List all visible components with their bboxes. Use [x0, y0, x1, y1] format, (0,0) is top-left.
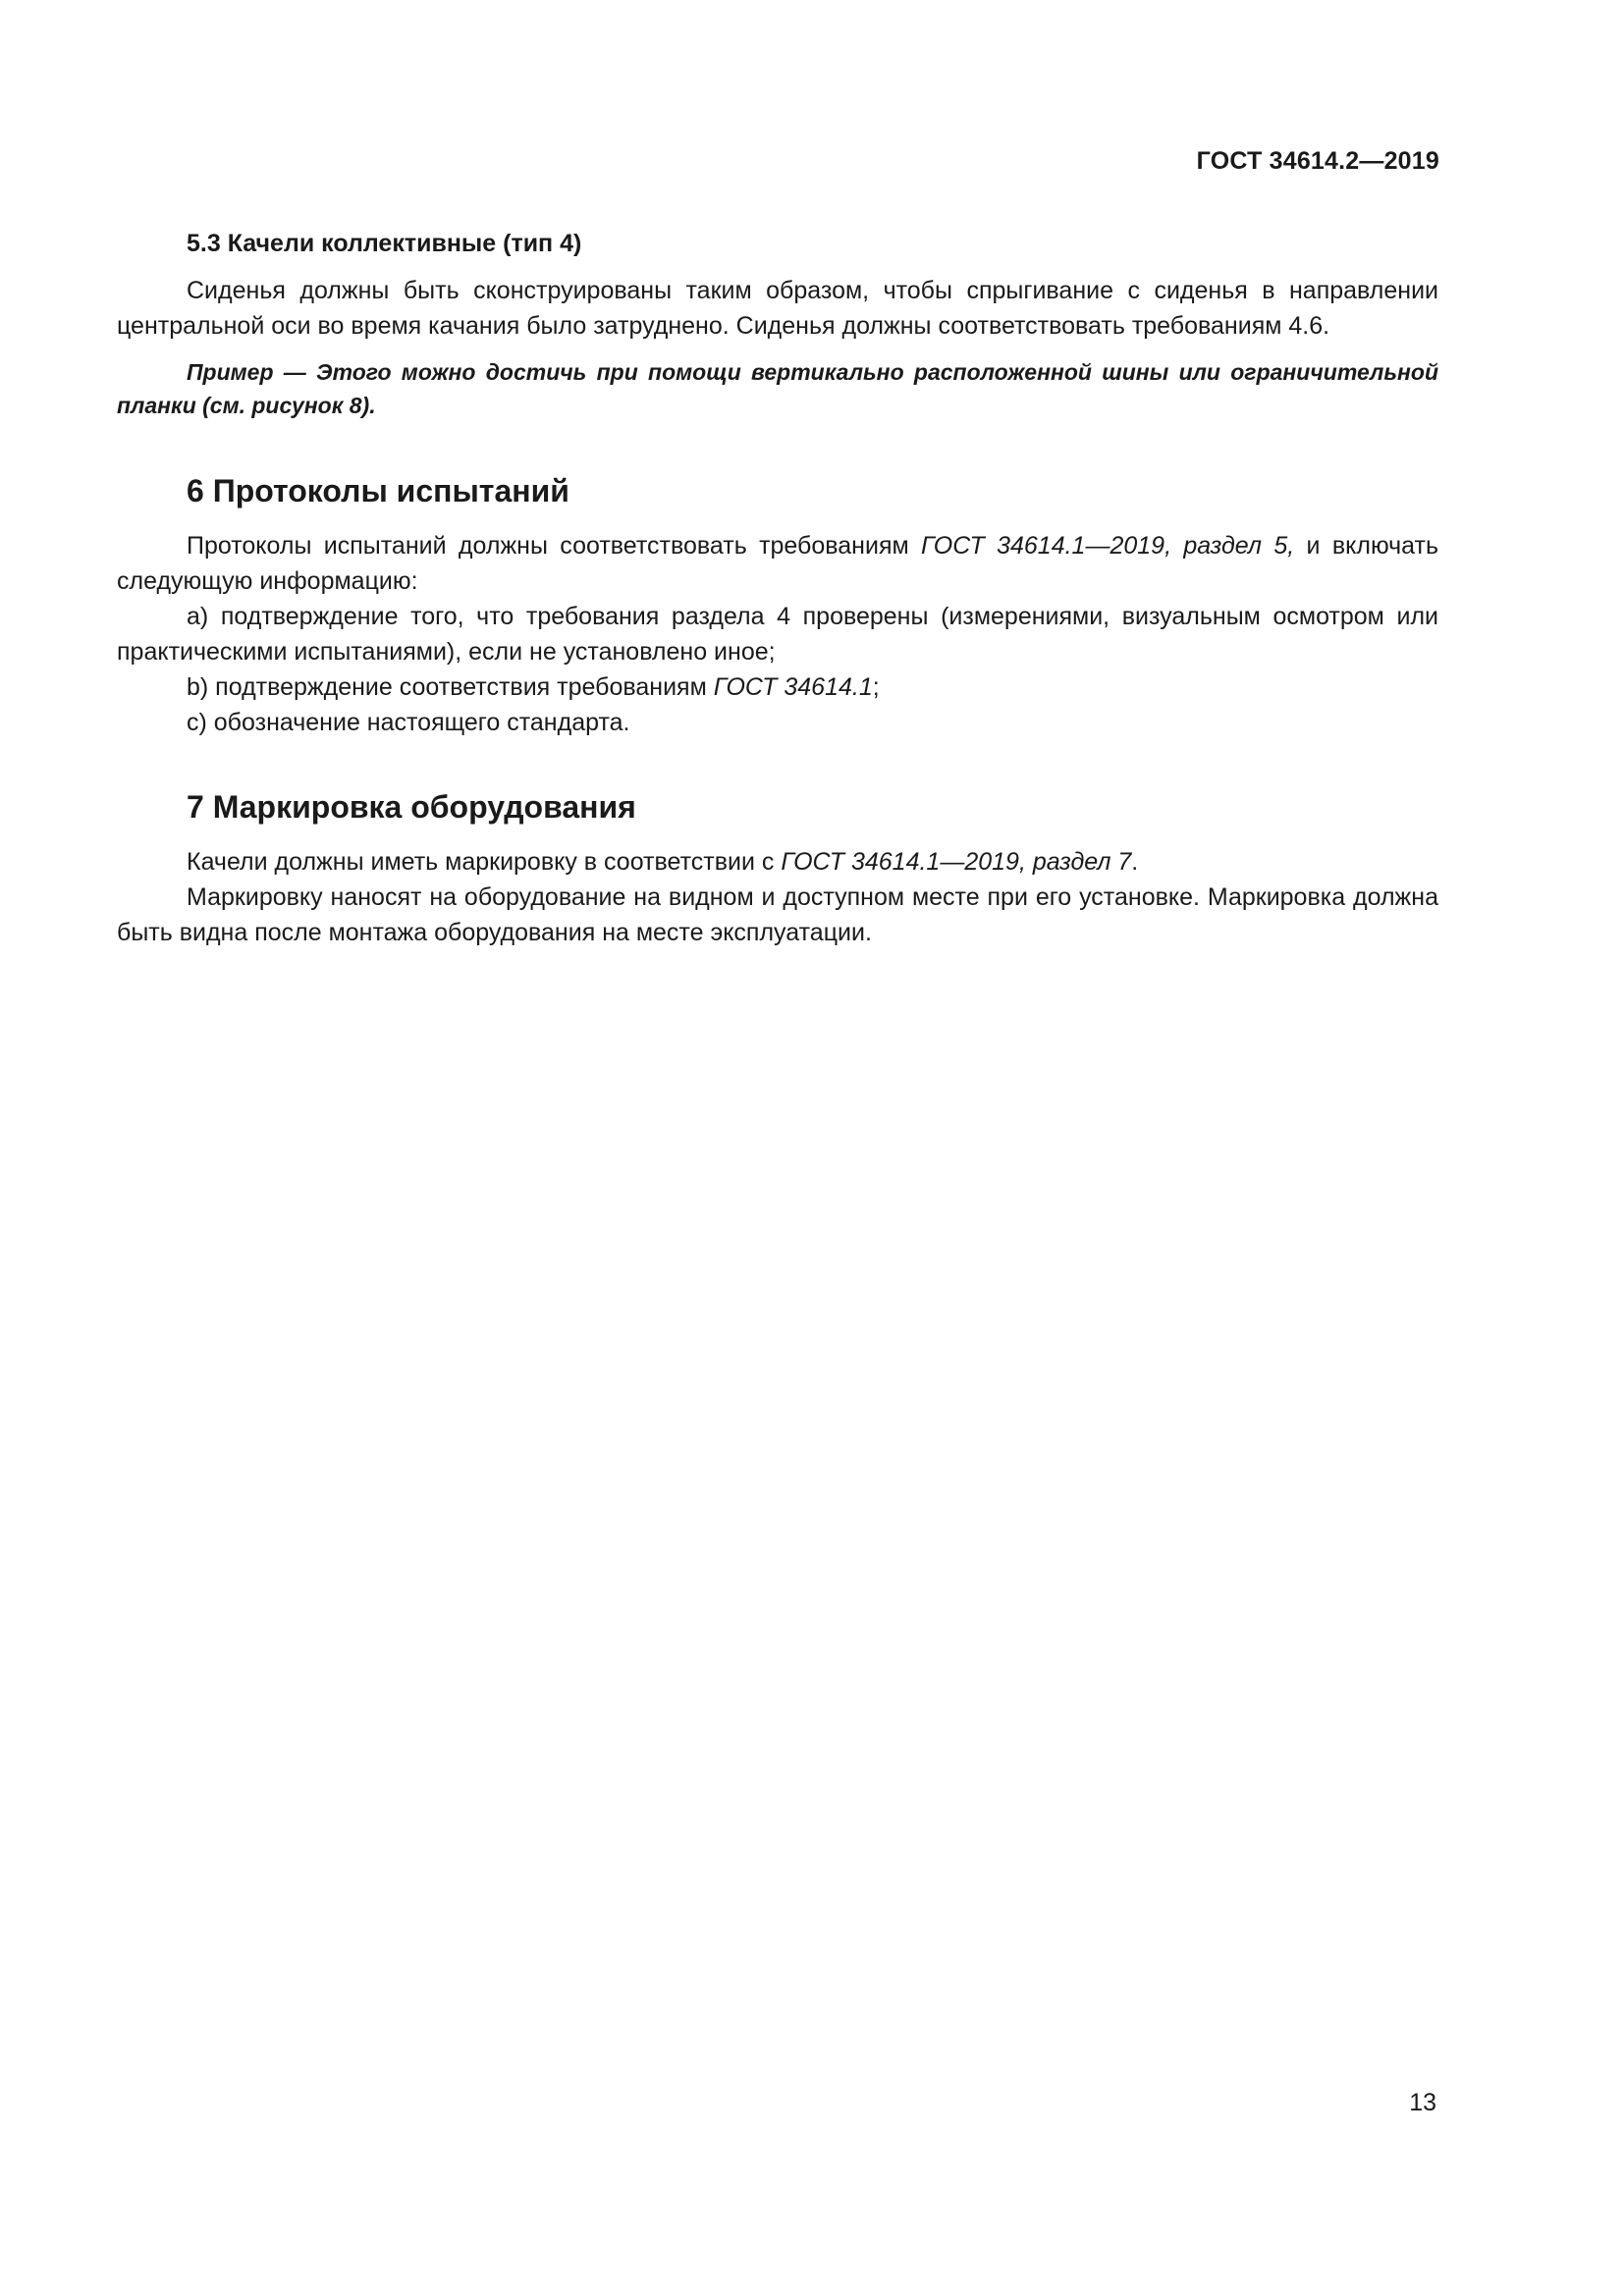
section-6-intro-reference: ГОСТ 34614.1—2019, раздел 5, [921, 532, 1295, 560]
section-6-item-b-reference: ГОСТ 34614.1 [713, 673, 873, 701]
page-content [117, 226, 1438, 950]
document-code: ГОСТ 34614.2—2019 [1196, 147, 1439, 175]
section-7-paragraph-1: Качели должны иметь маркировку в соответствии с ГОСТ 34614.1—2019, раздел 7. [187, 848, 1139, 876]
section-6-title: 6 Протоколы испытаний [187, 473, 569, 508]
section-5-3-title: 5.3 Качели коллективные (тип 4) [187, 230, 582, 257]
section-7-reference: ГОСТ 34614.1—2019, раздел 7 [781, 848, 1132, 876]
section-6-intro: Протоколы испытаний должны соответствовать требованиям ГОСТ 34614.1—2019, раздел 5, и включать следующую информацию: [117, 532, 1439, 595]
section-7-paragraph-2: Маркировку наносят на оборудование на видном и доступном месте при его установке. Маркировка должна быть видна после монтажа оборудования на месте эксплуатации. [117, 883, 1438, 946]
section-6-item-b: b) подтверждение соответствия требованиям ГОСТ 34614.1; [187, 673, 880, 701]
section-5-3-paragraph: Сиденья должны быть сконструированы таким образом, чтобы спрыгивание с сиденья в направлении центральной оси во время качания было затруднено. Сиденья должны соответствовать требованиям 4.6. [117, 277, 1438, 340]
page-number: 13 [1409, 2089, 1436, 2116]
section-7-title: 7 Маркировка оборудования [187, 789, 636, 825]
section-6-item-a: а) подтверждение того, что требования раздела 4 проверены (измерениями, визуальным осмотром или практическими испытаниями), если не установлено иное; [117, 603, 1438, 666]
section-6-item-c: с) обозначение настоящего стандарта. [187, 709, 630, 736]
section-5-3-example: Пример — Этого можно достичь при помощи вертикально расположенной шины или ограничительной планки (см. рисунок 8). [117, 359, 1438, 418]
